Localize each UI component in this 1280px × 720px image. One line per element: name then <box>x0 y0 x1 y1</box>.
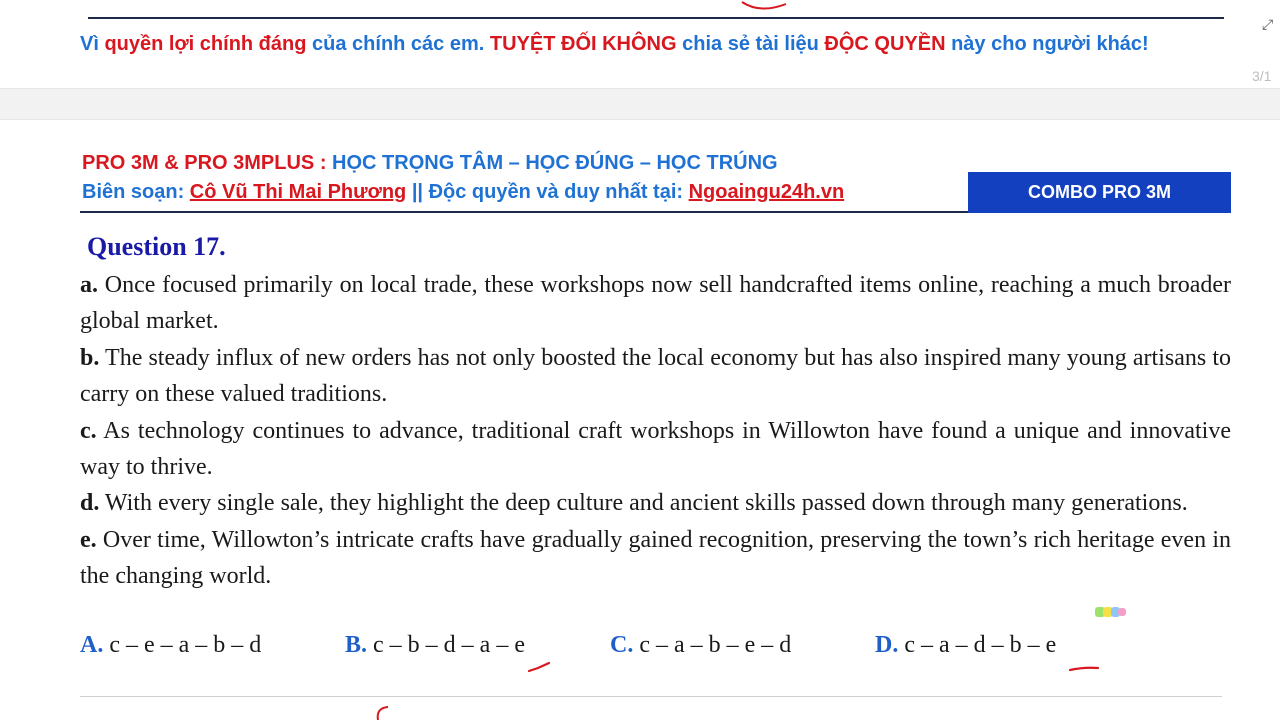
bottom-divider <box>80 696 1222 697</box>
page-number: 3/1 <box>1252 68 1272 84</box>
top-divider <box>88 17 1224 19</box>
underline-mark-icon <box>1068 664 1100 674</box>
site-link[interactable]: Ngoaingu24h.vn <box>688 181 845 203</box>
header-divider <box>80 211 970 213</box>
sentence-e: e. Over time, Willowton’s intricate crafts have gradually gained recognition, preserving the town’s rich heritage even in the changing world. <box>80 526 1231 590</box>
sentence-b: b. The steady influx of new orders has not only boosted the local economy but has also inspired many young artisans to carry on these valued traditions. <box>80 344 1231 408</box>
pen-scribble <box>370 704 394 720</box>
sentence-c: c. As technology continues to advance, traditional craft workshops in Willowton have found a unique and innovative way to thrive. <box>80 417 1231 481</box>
author-line: Biên soạn: Cô Vũ Thi Mai Phương || Độc quyền và duy nhất tại: Ngoaingu24h.vn <box>82 181 845 203</box>
page-gap <box>0 88 1280 120</box>
question-title: Question 17. <box>87 232 226 261</box>
question-body <box>80 267 1231 595</box>
highlighter-sticker-icon <box>1093 602 1127 620</box>
pen-scribble <box>740 0 790 12</box>
answer-d[interactable]: D. c – a – d – b – e <box>875 632 1057 658</box>
sentence-d: d. With every single sale, they highlight the deep culture and ancient skills passed down through many generations. <box>80 490 1188 517</box>
combo-badge: COMBO PRO 3M <box>968 172 1231 213</box>
collapse-arrows-icon[interactable]: ⤢ <box>1262 16 1274 32</box>
answer-options <box>0 632 1280 668</box>
author-name: Cô Vũ Thi Mai Phương <box>189 181 407 203</box>
sentence-a: a. Once focused primarily on local trade, these workshops now sell handcrafted items online, reaching a much broader global market. <box>80 272 1231 335</box>
copyright-notice: Vì quyền lợi chính đáng của chính các em. TUYỆT ĐỐI KHÔNG chia sẻ tài liệu ĐỘC QUYỀN này cho người khác! <box>80 33 1149 55</box>
check-mark-icon <box>526 660 552 674</box>
answer-b[interactable]: B. c – b – d – a – e <box>345 632 525 658</box>
answer-c[interactable]: C. c – a – b – e – d <box>610 632 792 658</box>
program-header: PRO 3M & PRO 3MPLUS : HỌC TRỌNG TÂM – HỌC ĐÚNG – HỌC TRÚNG <box>82 152 778 174</box>
answer-a[interactable]: A. c – e – a – b – d <box>80 632 262 658</box>
